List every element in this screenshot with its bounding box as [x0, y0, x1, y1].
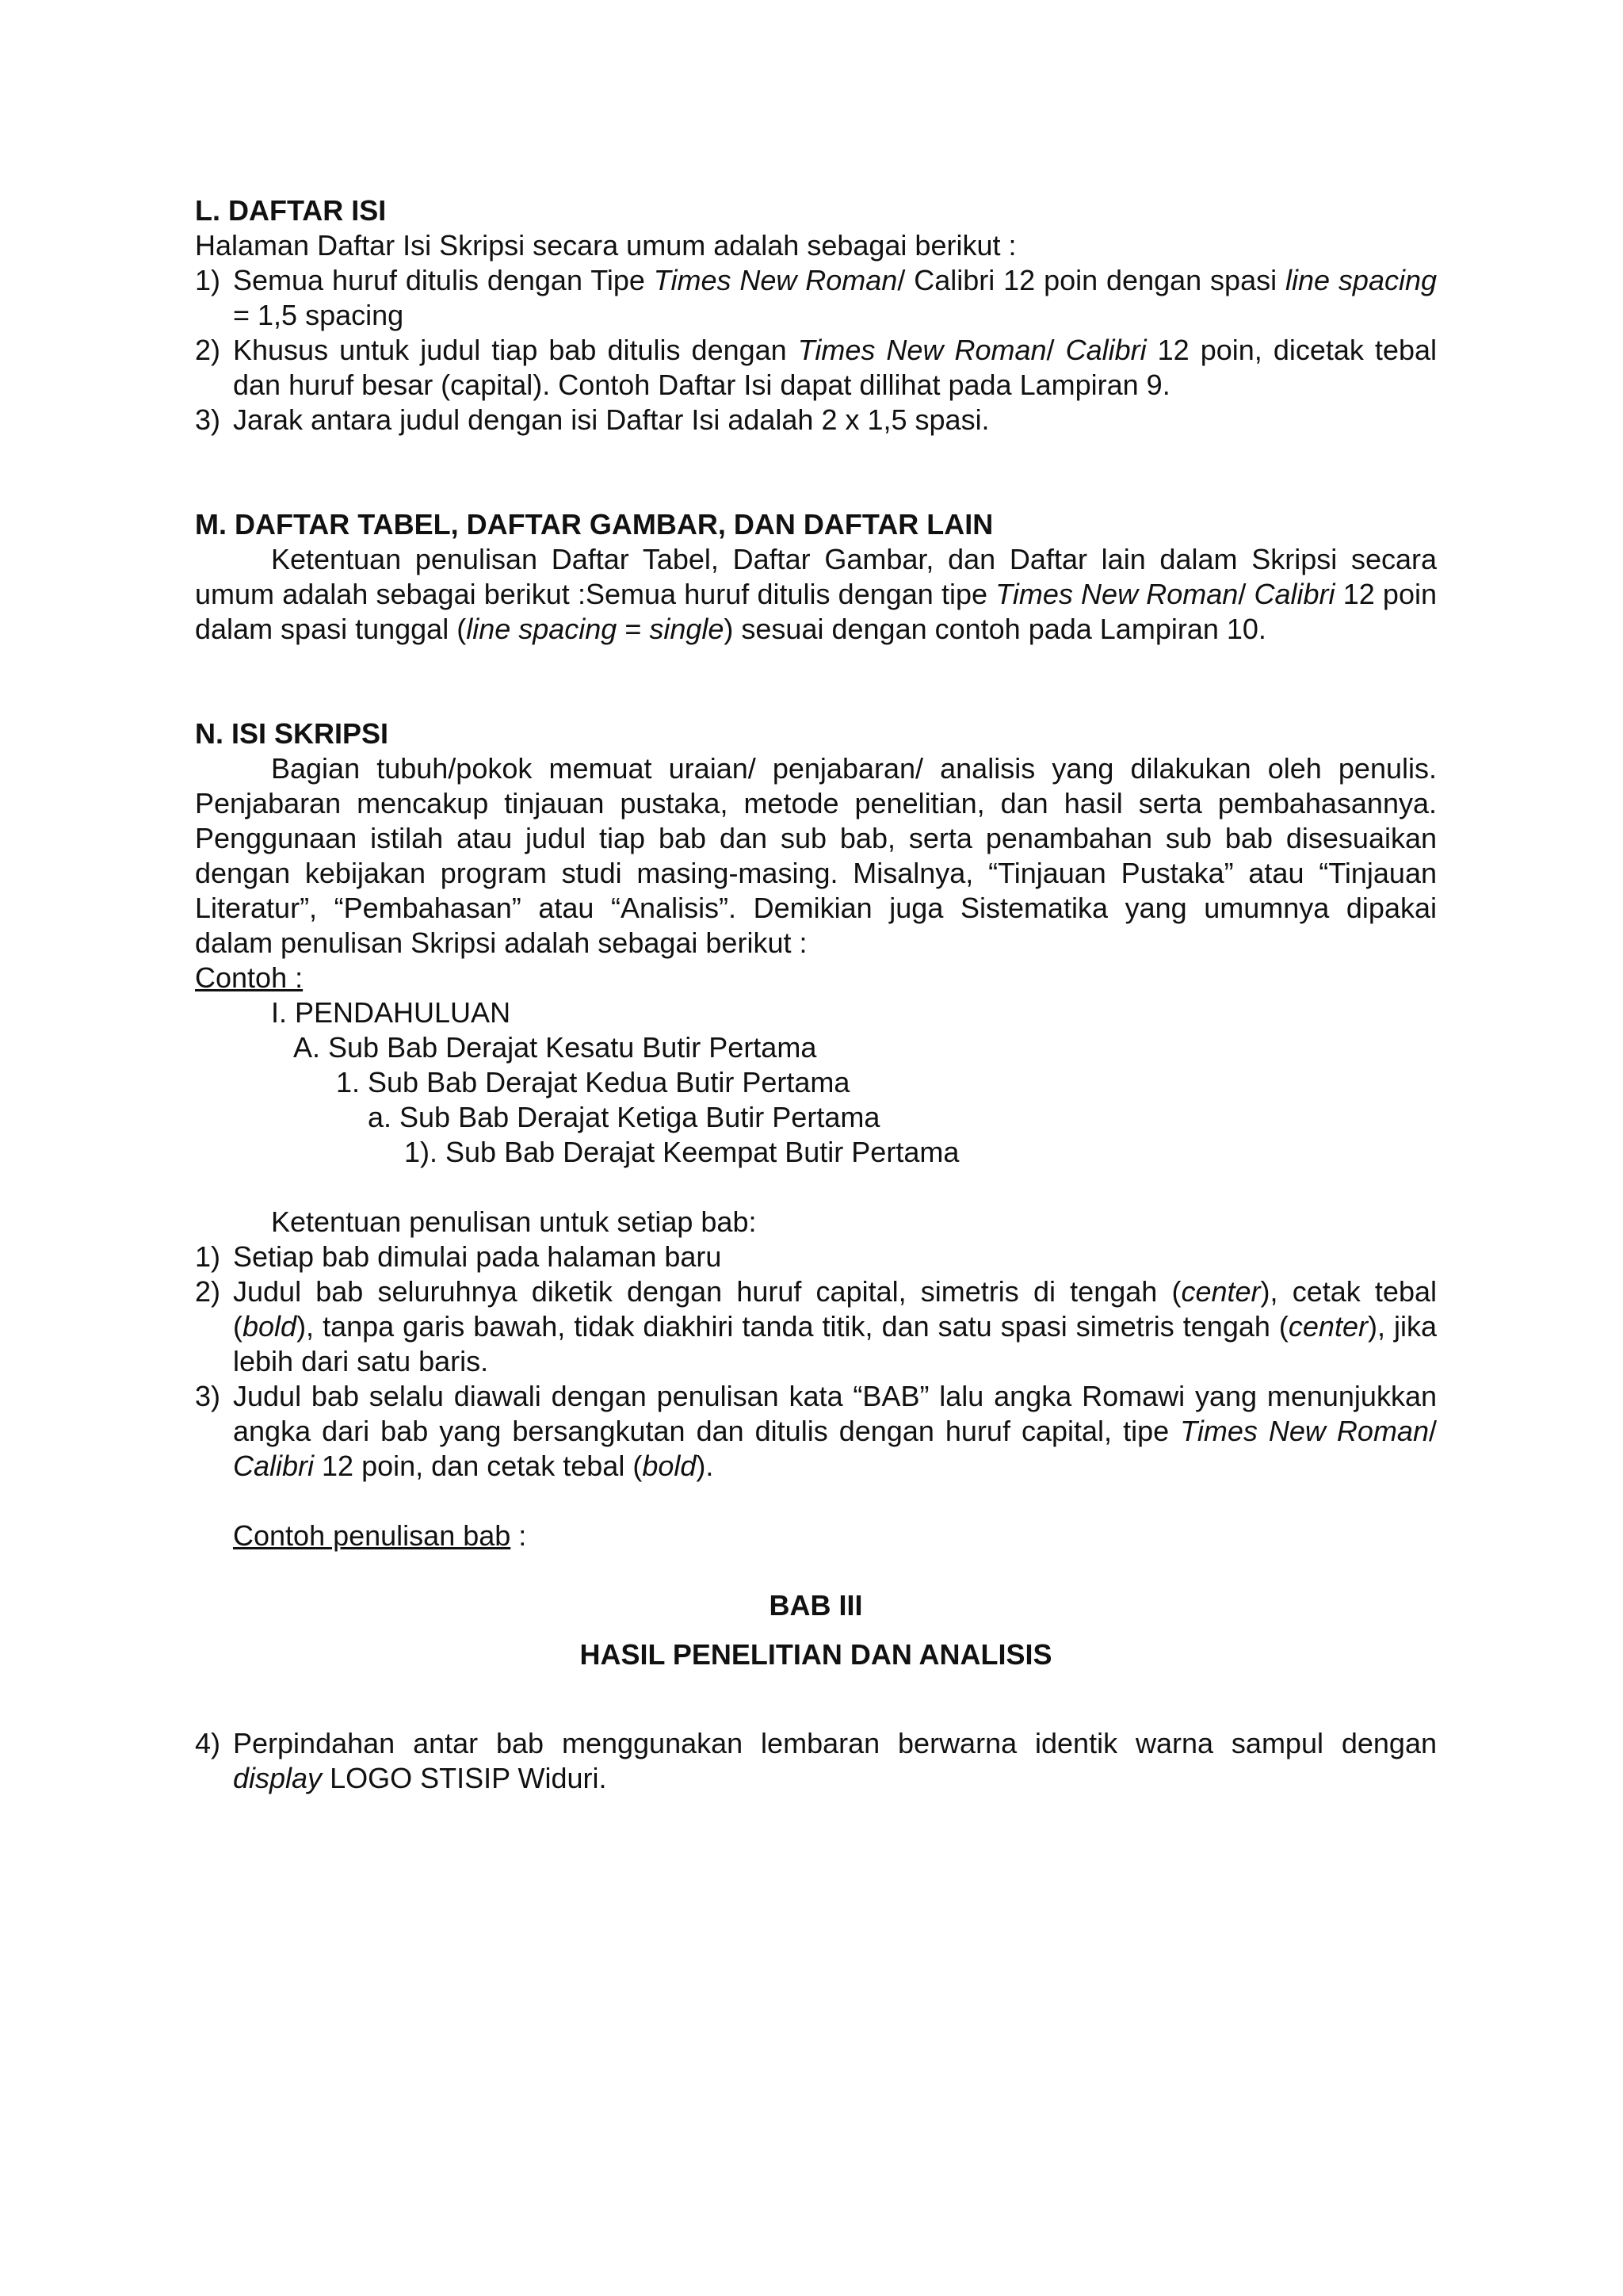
outline-level-3: a. Sub Bab Derajat Ketiga Butir Pertama	[368, 1101, 880, 1133]
outline-level-4: 1). Sub Bab Derajat Keempat Butir Pertama	[404, 1136, 960, 1168]
list-item: 1) Semua huruf ditulis dengan Tipe Times New Roman/ Calibri 12 poin dengan spasi line spacing = 1,5 spacing	[195, 264, 1438, 331]
section-n-heading: N. ISI SKRIPSI	[195, 717, 389, 750]
bab-subtitle: HASIL PENELITIAN DAN ANALISIS	[579, 1638, 1052, 1671]
section-m-heading: M. DAFTAR TABEL, DAFTAR GAMBAR, DAN DAFTAR LAIN	[195, 508, 994, 541]
section-m-paragraph: Ketentuan penulisan Daftar Tabel, Daftar Gambar, dan Daftar lain dalam Skripsi secara umum adalah sebagai berikut :Semua huruf ditulis dengan tipe Times New Roman/ Calibri 12 poin dalam spasi tunggal (line spacing = single) sesuai dengan contoh pada Lampiran 10.	[195, 543, 1437, 645]
list-number: 4)	[195, 1727, 221, 1759]
bab-title: BAB III	[769, 1589, 863, 1622]
list-number: 1)	[195, 264, 221, 296]
example-label: Contoh :	[195, 961, 304, 994]
outline-level-0: I. PENDAHULUAN	[271, 996, 511, 1029]
list-number: 3)	[195, 1380, 221, 1412]
list-item: 2) Khusus untuk judul tiap bab ditulis dengan Times New Roman/ Calibri 12 poin, dicetak tebal dan huruf besar (capital). Contoh Daftar Isi dapat dillihat pada Lampiran 9.	[195, 334, 1437, 401]
list-number: 1)	[195, 1240, 221, 1273]
example-bab-label: Contoh penulisan bab :	[233, 1519, 527, 1552]
section-l-list	[195, 263, 1437, 437]
list-item: 2) Judul bab seluruhnya diketik dengan huruf capital, simetris di tengah (center), cetak tebal (bold), tanpa garis bawah, tidak diakhiri tanda titik, dan satu spasi simetris tengah (center), jika lebih dari satu baris.	[195, 1275, 1437, 1377]
section-n-paragraph: Bagian tubuh/pokok memuat uraian/ penjabaran/ analisis yang dilakukan oleh penulis. Penjabaran mencakup tinjauan pustaka, metode penelitian, dan hasil serta pembahasannya. Penggunaan istilah atau judul tiap bab dan sub bab, serta penambahan sub bab disesuaikan dengan kebijakan program studi masing-masing. Misalnya, “Tinjauan Pustaka” atau “Tinjauan Literatur”, “Pembahasan” atau “Analisis”. Demikian juga Sistematika yang umumnya dipakai dalam penulisan Skripsi adalah sebagai berikut :	[195, 752, 1437, 959]
outline-level-2: 1. Sub Bab Derajat Kedua Butir Pertama	[336, 1066, 850, 1098]
list-item: 1) Setiap bab dimulai pada halaman baru	[195, 1240, 722, 1273]
list-item: 3) Judul bab selalu diawali dengan penulisan kata “BAB” lalu angka Romawi yang menunjukkan angka dari bab yang bersangkutan dan ditulis dengan huruf capital, tipe Times New Roman/ Calibri 12 poin, dan cetak tebal (bold).	[195, 1380, 1437, 1482]
section-l-intro: Halaman Daftar Isi Skripsi secara umum adalah sebagai berikut :	[195, 229, 1017, 262]
chapter-outline	[195, 995, 1437, 1170]
outline-level-1: A. Sub Bab Derajat Kesatu Butir Pertama	[293, 1031, 817, 1064]
rules-list-continued	[195, 1726, 1437, 1796]
list-number: 2)	[195, 334, 221, 366]
list-number: 3)	[195, 403, 221, 436]
list-item: 3) Jarak antara judul dengan isi Daftar Isi adalah 2 x 1,5 spasi.	[195, 403, 990, 436]
rules-intro: Ketentuan penulisan untuk setiap bab:	[271, 1205, 757, 1238]
document-page	[195, 193, 1437, 1796]
rules-list	[195, 1240, 1437, 1484]
list-item: 4) Perpindahan antar bab menggunakan lembaran berwarna identik warna sampul dengan display LOGO STISIP Widuri.	[195, 1727, 1437, 1794]
list-number: 2)	[195, 1275, 221, 1308]
section-l-heading: L. DAFTAR ISI	[195, 194, 387, 227]
